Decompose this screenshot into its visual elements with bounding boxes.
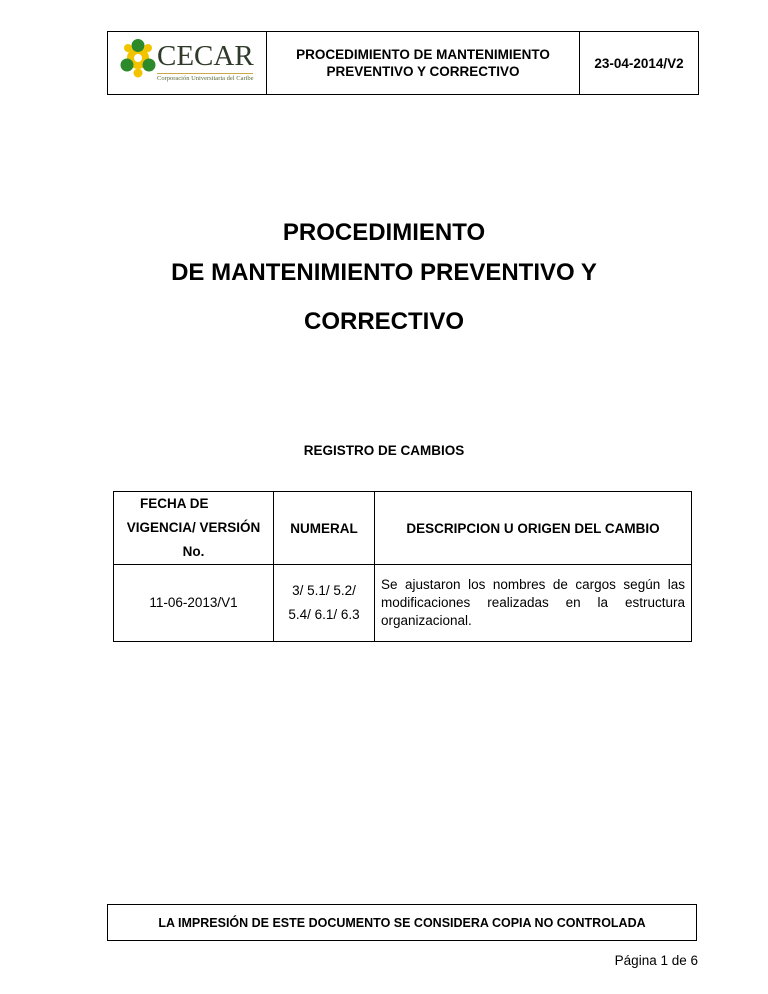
logo-wordmark: CECAR (157, 40, 254, 72)
table-row (114, 565, 692, 642)
logo-subtitle: Corporación Universitaria del Caribe (157, 75, 254, 82)
row-numeral (274, 565, 375, 642)
main-title-line3: CORRECTIVO (303, 308, 464, 335)
header-numeral: NUMERAL (274, 492, 375, 565)
header-descripcion: DESCRIPCION U ORIGEN DEL CAMBIO (375, 492, 692, 565)
row-numeral-line1: 3/ 5.1/ 5.2/ (292, 583, 356, 598)
logo-underline (157, 73, 253, 74)
header-fecha (114, 492, 274, 565)
main-title-line1: PROCEDIMIENTO (282, 219, 486, 246)
row-descripcion: Se ajustaron los nombres de cargos según las modificaciones realizadas en la estructura organizacional. (375, 565, 692, 642)
row-numeral-line2: 5.4/ 6.1/ 6.3 (288, 607, 360, 622)
cecar-logo (108, 32, 267, 94)
row-fecha: 11-06-2013/V1 (114, 565, 274, 642)
header-fecha-line1: FECHA DE (140, 496, 209, 511)
main-title-line2: DE MANTENIMIENTO PREVENTIVO Y (171, 259, 597, 286)
changes-table (113, 491, 692, 642)
header-version: 23-04-2014/V2 (594, 55, 684, 71)
header-title-line2: PREVENTIVO Y CORRECTIVO (326, 64, 520, 79)
header-title-line1: PROCEDIMIENTO DE MANTENIMIENTO (296, 47, 550, 62)
cecar-emblem-icon (120, 39, 156, 79)
uncontrolled-copy-notice: LA IMPRESIÓN DE ESTE DOCUMENTO SE CONSIDERA COPIA NO CONTROLADA (107, 904, 697, 941)
header-fecha-line2: VIGENCIA/ VERSIÓN (126, 520, 261, 535)
header-fecha-line3: No. (182, 544, 205, 559)
document-header (107, 31, 699, 95)
page-number: Página 1 de 6 (614, 953, 698, 968)
changes-title: REGISTRO DE CAMBIOS (303, 443, 465, 458)
header-title (267, 32, 580, 94)
changes-header-row (114, 492, 692, 565)
